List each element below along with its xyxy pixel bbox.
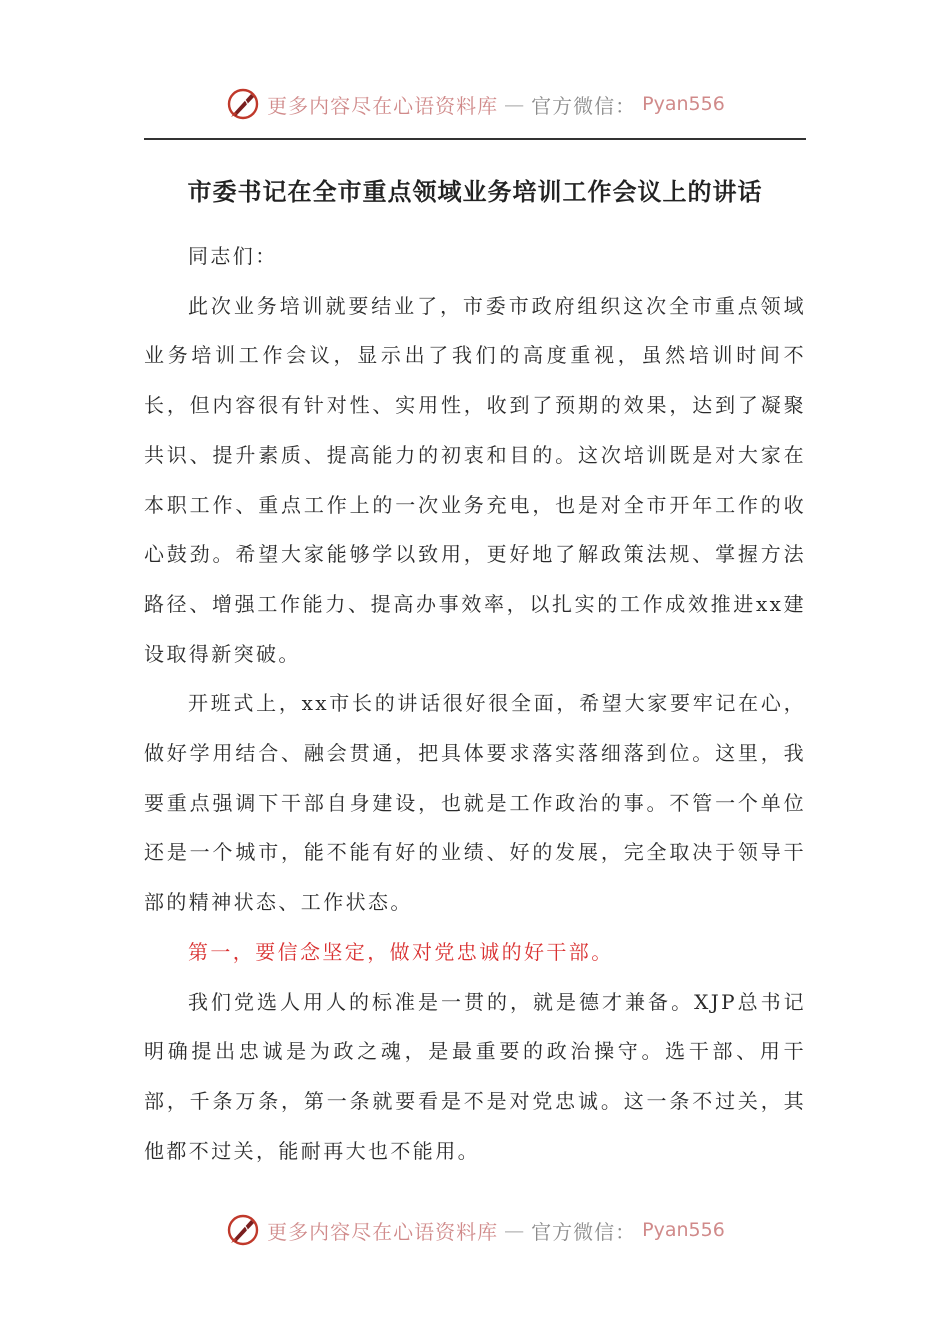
footer-banner-content: [225, 1212, 725, 1248]
document-title: 市委书记在全市重点领域业务培训工作会议上的讲话: [187, 178, 763, 206]
banner-content: [225, 86, 725, 122]
banner-dash: —: [504, 92, 526, 116]
salutation: 同志们：: [188, 244, 278, 268]
banner-wechat-id: Pyan556: [642, 93, 725, 115]
paragraph-1: 此次业务培训就要结业了，市委市政府组织这次全市重点领域业务培训工作会议，显示出了我们的高度重视，虽然培训时间不长，但内容很有针对性、实用性，收到了预期的效果，达到了凝聚共识、提升素质、提高能力的初衷和目的。这次培训既是对大家在本职工作、重点工作上的一次业务充电，也是对全市开年工作的收心鼓劲。希望大家能够学以致用，更好地了解政策法规、掌握方法路径、增强工作能力、提高办事效率，以扎实的工作成效推进xx建设取得新突破。: [144, 293, 806, 666]
quill-logo-icon: [225, 1212, 261, 1248]
footer-banner-wechat-label: 官方微信：: [531, 1219, 637, 1244]
banner-wechat-label: 官方微信：: [531, 93, 637, 118]
section-heading-1: 第一，要信念坚定，做对党忠诚的好干部。: [188, 939, 614, 964]
document-body: [144, 232, 806, 1176]
paragraph-3: 我们党选人用人的标准是一贯的，就是德才兼备。XJP总书记明确提出忠诚是为政之魂，是最重要的政治操守。选干部、用干部，千条万条，第一条就要看是不是对党忠诚。这一条不过关，其他都不过关，能耐再大也不能用。: [144, 989, 806, 1163]
banner-slogan: 更多内容尽在心语资料库: [267, 93, 499, 118]
footer-banner: [0, 1208, 950, 1252]
paragraph-2: 开班式上，xx市长的讲话很好很全面，希望大家要牢记在心，做好学用结合、融会贯通，把具体要求落实落细落到位。这里，我要重点强调下干部自身建设，也就是工作政治的事。不管一个单位还是一个城市，能不能有好的业绩、好的发展，完全取决于领导干部的精神状态、工作状态。: [144, 691, 806, 915]
footer-banner-dash: —: [504, 1218, 526, 1242]
footer-banner-slogan: 更多内容尽在心语资料库: [267, 1219, 499, 1244]
header-divider: [144, 138, 806, 140]
header-banner: [0, 82, 950, 126]
quill-logo-icon: [225, 86, 261, 122]
footer-banner-wechat-id: Pyan556: [642, 1219, 725, 1241]
